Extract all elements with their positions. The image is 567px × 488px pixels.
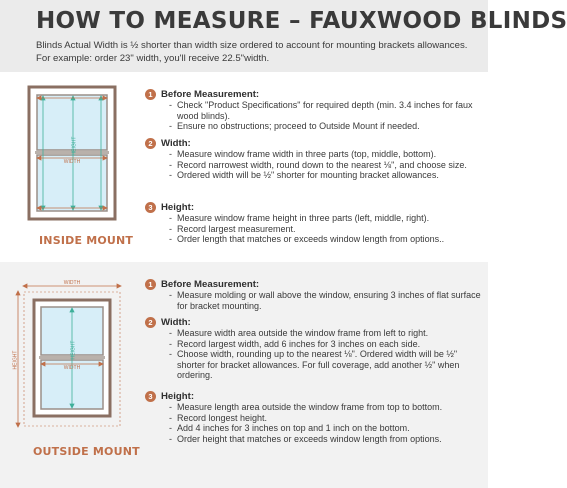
step-title: Height: [161,391,195,402]
step-number-badge: 3 [145,391,156,402]
page-subtitle: Blinds Actual Width is ½ shorter than width size ordered to account for mounting brackets allowances. For example: order 23" width, you'll receive 22.5"width. [36,40,468,64]
bullet: - Record narrowest width, round down to the nearest ⅛", and choose size. [169,160,481,171]
inside-mount-window-diagram [28,86,116,220]
step-title: Before Measurement: [161,279,260,290]
step-title: Width: [161,138,191,149]
outer-width-label: WIDTH [63,280,81,286]
step-bullets [169,328,481,381]
bullet: - Order length that matches or exceeds window length from options.. [169,234,481,245]
bullet: - Measure molding or wall above the window, ensuring 3 inches of flat surface for bracket mounting. [169,290,481,311]
bullet: - Measure window frame width in three parts (top, middle, bottom). [169,149,481,160]
step-bullets [169,149,481,181]
height-label: HEIGHT [70,340,77,360]
bullet: - Record largest width, add 6 inches for 3 inches on each side. [169,339,481,350]
step-number-badge: 2 [145,138,156,149]
outer-height-label: HEIGHT [12,350,19,370]
outside-mount-section [0,262,488,488]
bullet: - Ordered width will be ½" shorter for mounting bracket allowances. [169,170,481,181]
bullet: - Record longest height. [169,413,481,424]
bullet: - Measure length area outside the window frame from top to bottom. [169,402,481,413]
bullet: - Measure width area outside the window frame from left to right. [169,328,481,339]
bullet: - Choose width, rounding up to the nearest ⅛". Ordered width will be ½" shorter for bracket allowances. For full coverage, add another ½" when ordering. [169,349,481,381]
step-bullets [169,290,481,311]
header [0,0,567,72]
step-title: Height: [161,202,195,213]
inside-mount-label: INSIDE MOUNT [39,234,134,247]
step-bullets [169,402,481,444]
width-label: WIDTH [63,159,81,165]
outside-mount-label: OUTSIDE MOUNT [33,445,140,458]
page-title: HOW TO MEASURE – FAUXWOOD BLINDS [36,8,567,34]
inside-mount-section [0,72,488,262]
step-bullets [169,213,481,245]
step-number-badge: 2 [145,317,156,328]
bullet: - Ensure no obstructions; proceed to Outside Mount if needed. [169,121,481,132]
step-bullets [169,100,481,132]
outside-mount-window-diagram [12,280,128,432]
step-title: Before Measurement: [161,89,260,100]
step-number-badge: 1 [145,89,156,100]
step-title: Width: [161,317,191,328]
bullet: - Measure window frame height in three parts (left, middle, right). [169,213,481,224]
height-label: HEIGHT [71,136,78,156]
bullet: - Check "Product Specifications" for required depth (min. 3.4 inches for faux wood blinds). [169,100,481,121]
width-label: WIDTH [63,365,81,371]
step-number-badge: 1 [145,279,156,290]
step-number-badge: 3 [145,202,156,213]
bullet: - Order height that matches or exceeds window length from options. [169,434,481,445]
bullet: - Add 4 inches for 3 inches on top and 1 inch on the bottom. [169,423,481,434]
bullet: - Record largest measurement. [169,224,481,235]
